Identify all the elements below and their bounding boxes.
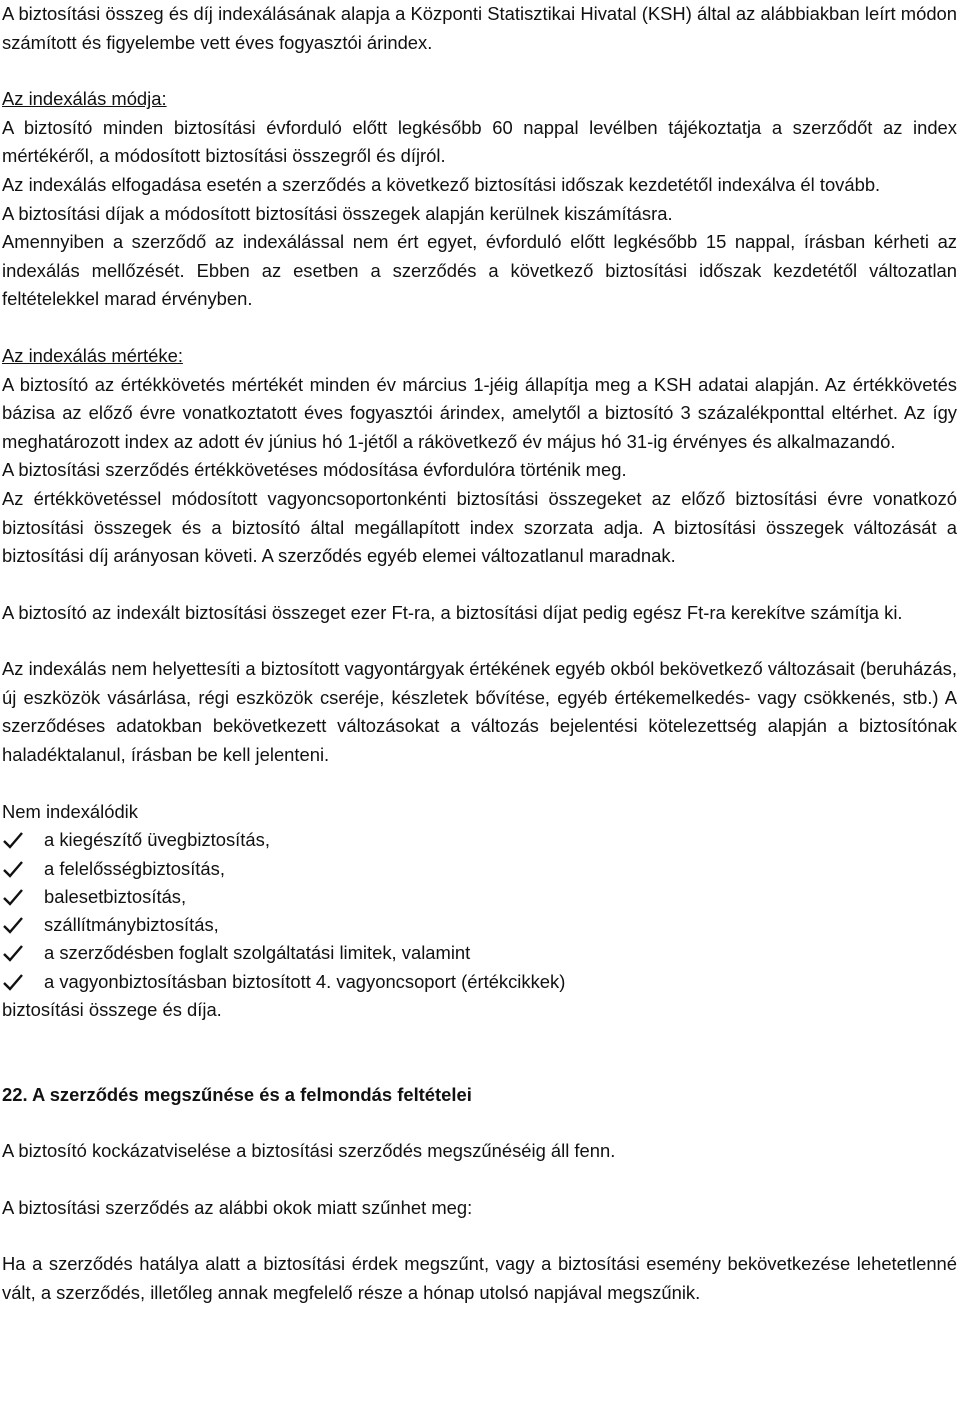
list-item <box>2 826 957 854</box>
section-heading: 22. A szerződés megszűnése és a felmondás feltételei <box>2 1083 472 1105</box>
checkmark-icon <box>2 916 24 934</box>
section22-paragraph-3: Ha a szerződés hatálya alatt a biztosítási érdek megszűnt, vagy a biztosítási esemény bekövetkezése lehetetlenné vált, a szerződés, illetőleg annak megfelelő része a hónap utolsó napjával megszűnik. <box>2 1253 957 1303</box>
checkmark-icon <box>2 831 24 849</box>
replacement-paragraph: Az indexálás nem helyettesíti a biztosított vagyontárgyak értékének egyéb okból bekövetkező változásait (beruházás, új eszközök vásárlása, régi eszközök cseréje, készletek bővítése, egyéb értékemelkedés- vagy csökkenés, stb.) A szerződéses adatokban bekövetkezett változásokat a változás bejelentési kötelezettség alapján a biztosítónak haladéktalanul, írásban be kell jelenteni. <box>2 658 957 766</box>
intro-paragraph: A biztosítási összeg és díj indexálásának alapja a Központi Statisztikai Hivatal (KSH) által az alábbiakban leírt módon számított és figyelembe vett éves fogyasztói árindex. <box>2 3 957 53</box>
index-method-paragraph-1: A biztosító minden biztosítási évforduló előtt legkésőbb 60 nappal levélben tájékoztatja a szerződőt az index mértékéről, a módosított biztosítási összegről és díjról. <box>2 116 957 167</box>
list-item-label: a szerződésben foglalt szolgáltatási limitek, valamint <box>44 942 471 964</box>
checkmark-icon <box>2 944 24 962</box>
index-method-title: Az indexálás módja: <box>2 88 167 110</box>
index-method-paragraph-2: Az indexálás elfogadása esetén a szerződés a következő biztosítási időszak kezdetétől indexálva él tovább. <box>2 173 881 195</box>
list-item-label: a kiegészítő üvegbiztosítás, <box>44 829 270 851</box>
list-item <box>2 968 957 996</box>
list-item-label: a felelősségbiztosítás, <box>44 857 225 879</box>
list-item-label: a vagyonbiztosításban biztosított 4. vagyoncsoport (értékcikkek) <box>44 970 566 992</box>
list-item <box>2 911 957 939</box>
checkmark-icon <box>2 860 24 878</box>
list-item <box>2 883 957 911</box>
section22-paragraph-1: A biztosító kockázatviselése a biztosítási szerződés megszűnéséig áll fenn. <box>2 1140 616 1162</box>
not-indexed-tail: biztosítási összege és díja. <box>2 999 222 1021</box>
index-rate-paragraph-2: A biztosítási szerződés értékkövetéses módosítása évfordulóra történik meg. <box>2 459 627 481</box>
index-rate-title: Az indexálás mértéke: <box>2 344 183 366</box>
section22-paragraph-2: A biztosítási szerződés az alábbi okok miatt szűnhet meg: <box>2 1196 473 1218</box>
list-item <box>2 939 957 967</box>
rounding-paragraph: A biztosító az indexált biztosítási összeget ezer Ft-ra, a biztosítási díjat pedig egész Ft-ra kerekítve számítja ki. <box>2 601 903 623</box>
checkmark-icon <box>2 973 24 991</box>
not-indexed-title: Nem indexálódik <box>2 800 138 822</box>
checkmark-icon <box>2 888 24 906</box>
list-item-label: szállítmánybiztosítás, <box>44 914 219 936</box>
index-method-paragraph-3: A biztosítási díjak a módosított biztosítási összegek alapján kerülnek kiszámításra. <box>2 202 673 224</box>
index-rate-paragraph-3: Az értékkövetéssel módosított vagyoncsoportonkénti biztosítási összegeket az előző biztosítási évre vonatkozó biztosítási összegek és a biztosító által megállapított index szorzata adja. A biztosítási összegek változását a biztosítási díj arányosan követi. A szerződés egyéb elemei változatlanul maradnak. <box>2 487 957 567</box>
document-page <box>2 0 957 1308</box>
list-item <box>2 855 957 883</box>
list-item-label: balesetbiztosítás, <box>44 885 187 907</box>
index-method-paragraph-4: Amennyiben a szerződő az indexálással nem ért egyet, évforduló előtt legkésőbb 15 nappal, írásban kérheti az indexálás mellőzését. Ebben az esetben a szerződés a következő biztosítási időszak kezdetétől változatlan feltételekkel marad érvényben. <box>2 231 957 310</box>
not-indexed-list <box>2 826 957 996</box>
index-rate-paragraph-1: A biztosító az értékkövetés mértékét minden év március 1-jéig állapítja meg a KSH adatai alapján. Az értékkövetés bázisa az előző évre vonatkoztatott éves fogyasztói árindex, amelytől a biztosító 3 százalékponttal eltérhet. Az így meghatározott index az adott év június hó 1-jétől a rákövetkező év május hó 31-ig érvényes és alkalmazandó. <box>2 373 957 452</box>
